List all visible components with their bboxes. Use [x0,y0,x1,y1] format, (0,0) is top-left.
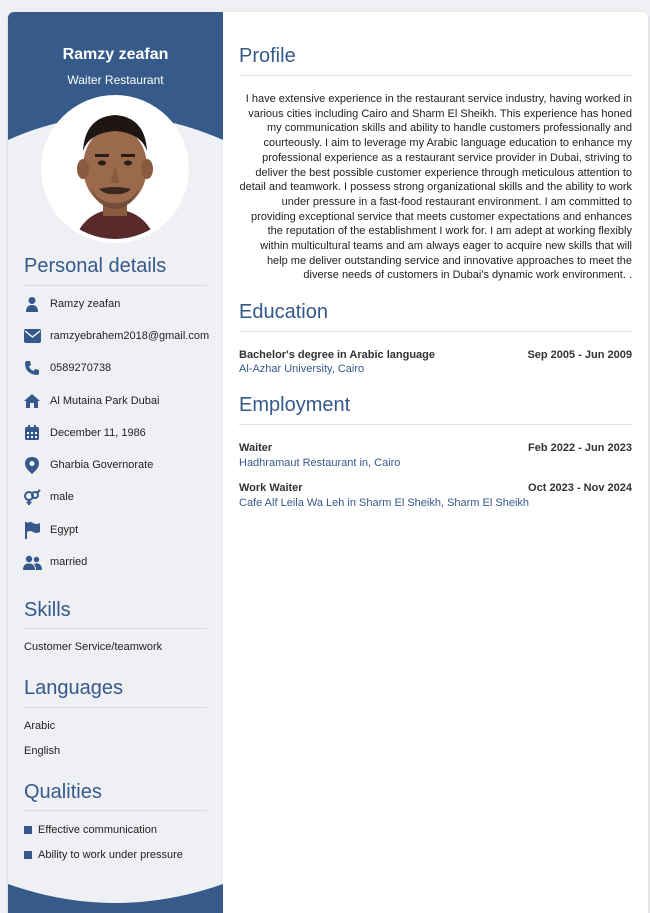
portrait-image [45,99,185,239]
quality-item [24,824,157,836]
detail-text: 0589270738 [50,362,112,374]
square-bullet-icon [24,851,32,859]
square-bullet-icon [24,826,32,834]
detail-row-marital-status [22,552,87,572]
candidate-role: Waiter Restaurant [67,73,164,87]
profile-summary: I have extensive experience in the restaurant service industry, having worked in various cities including Cairo and Sharm El Sheikh. This experience has honed my communication skills and ability to handle customers professionally and courteously. I aim to leverage my Arabic language education to enhance my professional experience as a restaurant service provider in Dubai, striving to deliver the best possible customer experience through meticulous attention to detail and teamwork. I possess strong organizational skills and the ability to work under pressure in a fast-food restaurant environment. I am committed to providing exceptional service that meets customer expectations and enhances the reputation of the establishment I work for. I am adept at working flexibly within multicultural teams and am always eager to acquire new skills that will help me deliver outstanding service and innovative approaches to meet the diverse needs of customers in Dubai's dynamic work environment. . [239,93,632,282]
personal-details-title: Personal details [24,255,167,277]
employment-title: Employment [239,394,351,416]
education-degree: Bachelor's degree in Arabic language [239,349,435,361]
detail-row-email [22,326,209,346]
language-item: English [24,745,61,757]
quality-text: Effective communication [38,824,158,836]
location-pin-icon [22,455,42,475]
resume-page [8,12,648,913]
qualities-title: Qualities [24,781,102,803]
detail-row-nationality [22,520,78,540]
detail-text: ramzyebrahem2018@gmail.com [50,330,210,342]
job-date: Feb 2022 - Jun 2023 [528,442,632,454]
detail-text: Egypt [50,524,79,536]
detail-row-address [22,391,159,411]
home-icon [22,391,42,411]
profile-title: Profile [239,45,296,67]
person-icon [22,294,42,314]
detail-row-phone [22,358,111,378]
detail-text: male [50,491,74,503]
section-divider [239,331,632,332]
quality-text: Ability to work under pressure [38,849,183,861]
detail-text: Al Mutaina Park Dubai [50,395,160,407]
education-institution: Al-Azhar University, Cairo [239,363,365,375]
section-divider [24,810,207,811]
job-employer: Hadhramaut Restaurant in, Cairo [239,457,401,469]
detail-text: Ramzy zeafan [50,298,121,310]
sidebar-footer [8,872,223,913]
envelope-icon [22,326,42,346]
section-divider [239,424,632,425]
languages-title: Languages [24,677,123,699]
section-divider [24,707,207,708]
candidate-name: Ramzy zeafan [62,46,169,63]
flag-icon [22,520,42,540]
section-divider [239,75,632,76]
skill-item: Customer Service/teamwork [24,641,163,653]
calendar-icon [22,423,42,443]
quality-item [24,849,183,861]
detail-row-name [22,294,120,314]
detail-row-gender [22,487,74,507]
education-title: Education [239,301,328,323]
section-divider [24,285,207,286]
detail-text: married [50,556,88,568]
language-item: Arabic [24,720,56,732]
section-divider [24,628,207,629]
profile-photo [45,99,185,239]
people-icon [22,552,42,572]
sidebar [8,12,223,913]
detail-text: December 11, 1986 [50,427,146,439]
phone-icon [22,358,42,378]
detail-row-birthplace [22,455,153,475]
job-date: Oct 2023 - Nov 2024 [528,482,632,494]
detail-row-birthdate [22,423,146,443]
job-title: Waiter [239,442,273,454]
skills-title: Skills [24,599,71,621]
detail-text: Gharbia Governorate [50,459,154,471]
education-date: Sep 2005 - Jun 2009 [527,349,632,361]
job-title: Work Waiter [239,482,303,494]
gender-icon [22,487,42,507]
job-employer: Cafe Alf Leila Wa Leh in Sharm El Sheikh, Sharm El Sheikh [239,497,530,509]
